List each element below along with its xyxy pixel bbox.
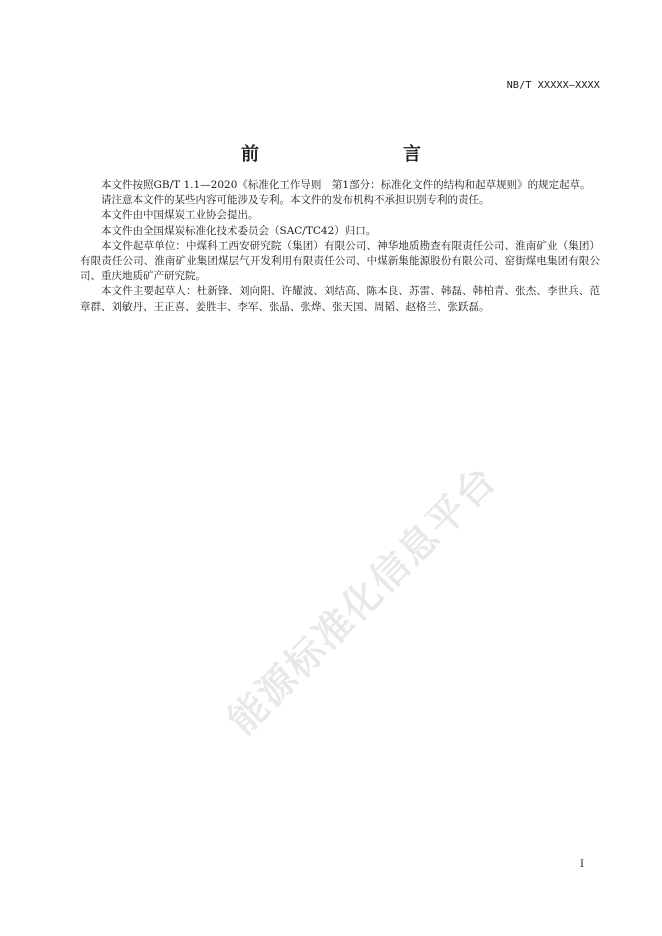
paragraph-drafters: 本文件主要起草人：杜新锋、刘向阳、许耀波、刘结高、陈本良、苏雷、韩磊、韩柏青、张杰、李世兵、范章群、刘敏丹、王正喜、姜胜丰、李军、张晶、张烨、张天国、周韬、赵格兰、张跃磊。 [80, 285, 600, 313]
paragraph-proposer: 本文件由中国煤炭工业协会提出。 [101, 209, 259, 222]
paragraph-drafting-units: 本文件起草单位：中煤科工西安研究院（集团）有限公司、神华地质勘查有限责任公司、淮南矿业（集团）有限责任公司、淮南矿业集团煤层气开发利用有限责任公司、中煤新集能源股份有限公司、窑街煤电集团有限公司、重庆地质矿产研究院。 [80, 239, 600, 283]
page-number: I [580, 859, 584, 870]
paragraph-committee: 本文件由全国煤炭标准化技术委员会（SAC/TC42）归口。 [101, 224, 377, 237]
paragraph-drafting-rules: 本文件按照GB/T 1.1—2020《标准化工作导则 第1部分：标准化文件的结构和起草规则》的规定起草。 [101, 179, 591, 191]
paragraph-patent-notice: 请注意本文件的某些内容可能涉及专利。本文件的发布机构不承担识别专利的责任。 [101, 194, 490, 207]
watermark: 能源标准化信息平台 [219, 457, 506, 743]
page-title: 前 言 [241, 144, 457, 165]
foreword-body [80, 178, 600, 315]
document-code: NB/T XXXXX—XXXX [506, 80, 600, 91]
